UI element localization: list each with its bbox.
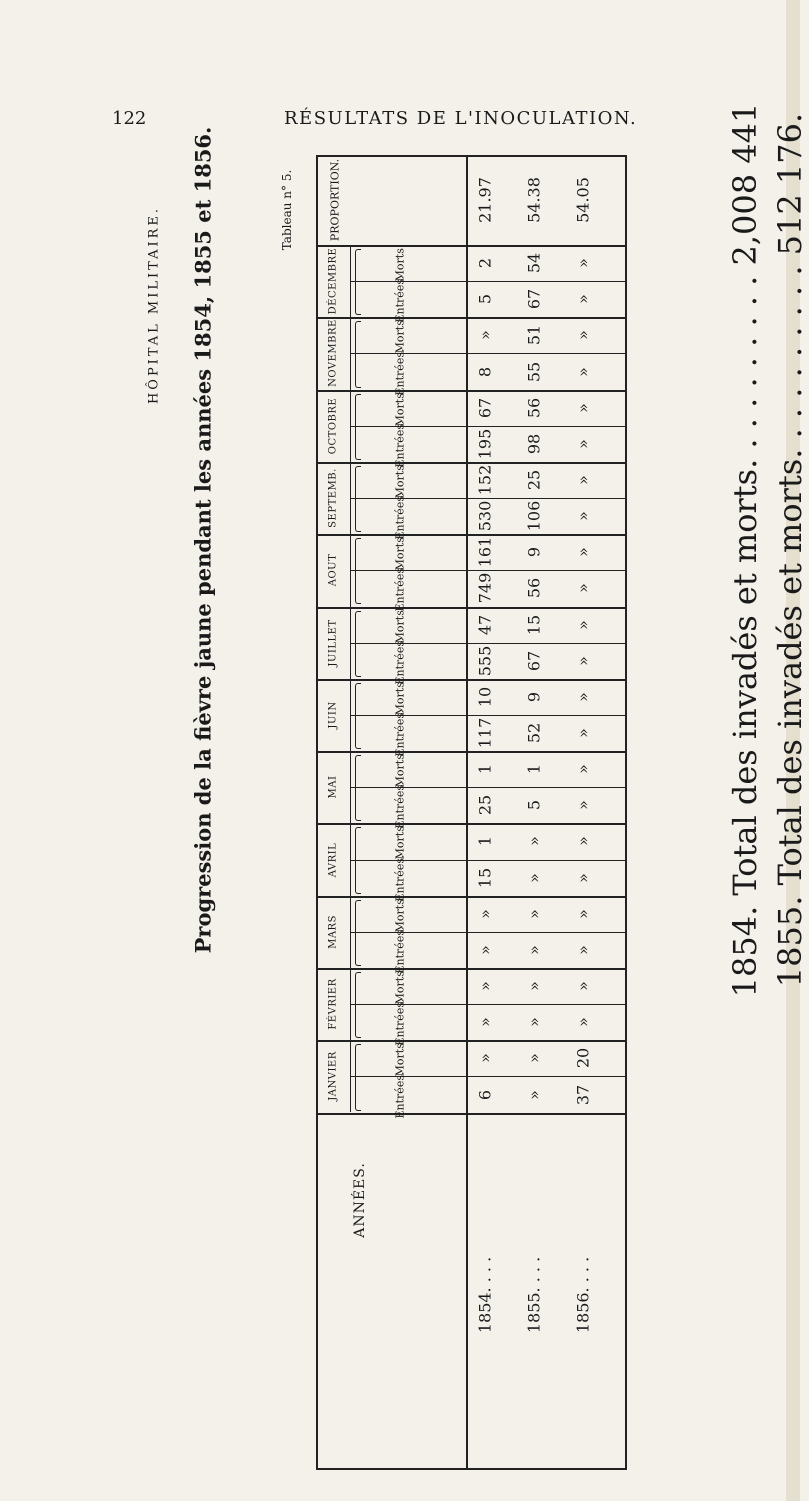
total-1855: 1855. Total des invadés et morts. . . . . . . . . . 512 176. [771,112,809,988]
entrees-value: » [573,945,593,955]
entrees-value: 37 [573,1084,593,1105]
proportion-rule [316,245,627,247]
entrees-value: 8 [475,366,495,377]
entrees-value: » [573,800,593,811]
brace [355,755,361,821]
morts-value: 2 [475,257,495,269]
morts-value: » [524,836,544,847]
year-label: 1856. . . . [573,1256,593,1334]
entrees-value: » [573,728,593,738]
entrees-label: Entrées. [393,926,407,974]
entrees-label: Entrées. [393,1071,407,1118]
brace [355,972,361,1038]
morts-value: 10 [475,686,495,708]
hospital-label: HÔPITAL MILITAIRE. [146,205,162,405]
sub-rule [350,1004,627,1005]
entrees-label: Entrées. [393,275,407,323]
morts-value: 25 [524,469,544,491]
entrees-value: » [524,945,544,955]
sub-rule [350,643,627,644]
entrees-value: » [524,1089,544,1100]
month-label: AVRIL [327,842,339,877]
morts-value: 47 [475,614,495,635]
sub-rule [350,860,627,861]
entrees-value: 117 [475,717,495,749]
header-divider [466,155,468,1470]
main-title: Progression de la fièvre jaune pendant les années 1854, 1855 et 1856. [190,126,216,954]
proportion-value: 21.97 [475,177,495,223]
entrees-label: Entrées. [393,564,407,612]
morts-value: » [573,330,593,341]
morts-value: 1 [524,764,544,775]
entrees-value: » [573,1017,593,1028]
morts-label: Morts. [393,1040,407,1077]
entrees-value: » [573,655,593,666]
morts-label: Morts. [393,317,407,354]
morts-value: » [573,258,593,268]
morts-value: 152 [475,464,495,496]
entrees-value: 530 [475,500,495,532]
morts-value: 20 [573,1048,593,1069]
entrees-value: » [524,1017,544,1028]
proportion-value: 54.38 [524,177,544,223]
sub-rule [350,932,627,933]
entrees-value: 67 [524,289,544,310]
sub-rule [350,498,627,499]
month-label: MAI [327,775,339,799]
entrees-value: » [573,294,593,305]
morts-value: » [524,1053,544,1064]
running-title: RÉSULTATS DE L'INOCULATION. [284,108,638,129]
entrees-label: Entrées. [393,492,407,540]
month-label: JUILLET [327,619,339,667]
month-label: DÉCEMBRE [327,247,339,315]
morts-value: » [475,981,495,991]
morts-label: Morts. [393,967,407,1005]
morts-label: Morts. [393,606,407,643]
morts-label: Morts. [393,750,407,788]
morts-label: Morts. [393,461,407,499]
morts-value: » [475,908,495,919]
month-label: SEPTEMB. [327,468,339,528]
entrees-label: Entrées. [393,420,407,468]
morts-value: 15 [524,614,544,635]
morts-label: Morts. [393,678,407,716]
month-label: AOUT [327,554,339,587]
month-rule [316,534,627,536]
brace [355,394,361,460]
entrees-value: 749 [475,573,495,604]
month-rule [316,896,627,898]
years-header: ANNÉES. [352,1162,368,1238]
proportion-value: 54.05 [573,177,593,223]
entrees-value: 555 [475,645,495,676]
entrees-value: 98 [524,433,544,454]
entrees-value: 55 [524,361,544,382]
proportion-label: PROPORTION. [328,158,342,242]
year-label: 1854. . . . [475,1256,495,1334]
entrees-value: » [524,872,544,883]
morts-label: Morts. [393,533,407,571]
morts-value: 1 [475,764,495,775]
morts-value: » [573,402,593,413]
month-rule [316,751,627,753]
entrees-value: » [573,366,593,377]
entrees-label: Entrées. [393,781,407,829]
entrees-value: » [573,438,593,449]
sub-rule [350,715,627,716]
month-label: JANVIER [327,1051,339,1102]
entrees-value: 56 [524,578,544,599]
entrees-value: 25 [475,795,495,816]
month-rule [316,462,627,464]
entrees-label: Entrées. [393,637,407,685]
brace [355,321,361,387]
month-rule [316,607,627,609]
brace [355,249,361,315]
sub-rule [350,787,627,788]
morts-value: » [475,1053,495,1064]
morts-label: Morts. [393,389,407,427]
tableau-label: Tableau n° 5. [280,169,294,251]
morts-value: » [573,764,593,775]
month-label: JUIN [327,701,339,729]
month-label: NOVEMBRE [327,319,339,388]
entrees-value: » [573,583,593,594]
month-rule [316,679,627,681]
morts-value: » [573,619,593,630]
morts-value: » [475,330,495,341]
morts-value: » [573,981,593,991]
morts-value: 9 [524,547,544,558]
month-label: FÉVRIER [327,978,339,1030]
entrees-value: 52 [524,722,544,744]
morts-value: 9 [524,691,544,702]
entrees-value: » [573,872,593,883]
year-label: 1855. . . . [524,1256,544,1334]
sub-rule [350,353,627,354]
entrees-label: Entrées. [393,854,407,902]
morts-value: » [573,475,593,485]
sub-rule [350,281,627,282]
morts-value: » [573,836,593,847]
morts-label: Morts. [393,244,407,282]
month-label: MARS [327,914,339,949]
brace [355,683,361,749]
morts-value: » [524,908,544,919]
entrees-value: 5 [475,294,495,305]
morts-value: 51 [524,325,544,346]
morts-value: 67 [475,397,495,418]
sub-rule [350,570,627,571]
entrees-label: Entrées. [393,348,407,395]
morts-value: 54 [524,252,544,274]
entrees-value: 195 [475,428,495,460]
page-number: 122 [112,108,147,129]
morts-value: » [524,981,544,991]
entrees-label: Entrées. [393,709,407,757]
morts-value: 56 [524,397,544,418]
month-rule [316,1040,627,1042]
month-rule [316,968,627,970]
morts-value: 161 [475,536,495,568]
brace [355,611,361,677]
brace [355,466,361,532]
brace [355,538,361,604]
page-header [0,108,800,138]
entrees-value: 5 [524,800,544,811]
entrees-value: 106 [524,500,544,532]
entrees-value: 15 [475,867,495,888]
brace [355,1044,361,1110]
month-rule [316,1113,627,1115]
morts-value: » [573,547,593,558]
morts-value: » [573,908,593,919]
entrees-value: 6 [475,1089,495,1100]
entrees-label: Entrées. [393,998,407,1046]
entrees-value: 67 [524,650,544,671]
month-rule [316,823,627,825]
morts-label: Morts. [393,895,407,933]
total-1854: 1854. Total des invadés et morts. . . . . . . . . . 2,008 441 [726,102,764,998]
brace [355,900,361,966]
morts-value: » [573,691,593,702]
brace [355,827,361,893]
morts-value: 1 [475,836,495,847]
month-label: OCTOBRE [327,397,339,454]
entrees-value: » [475,945,495,955]
month-rule [316,317,627,319]
sub-rule [350,426,627,427]
morts-label: Morts. [393,823,407,860]
entrees-value: » [573,511,593,522]
sub-rule [350,1076,627,1077]
entrees-value: » [475,1017,495,1028]
month-rule [316,390,627,392]
